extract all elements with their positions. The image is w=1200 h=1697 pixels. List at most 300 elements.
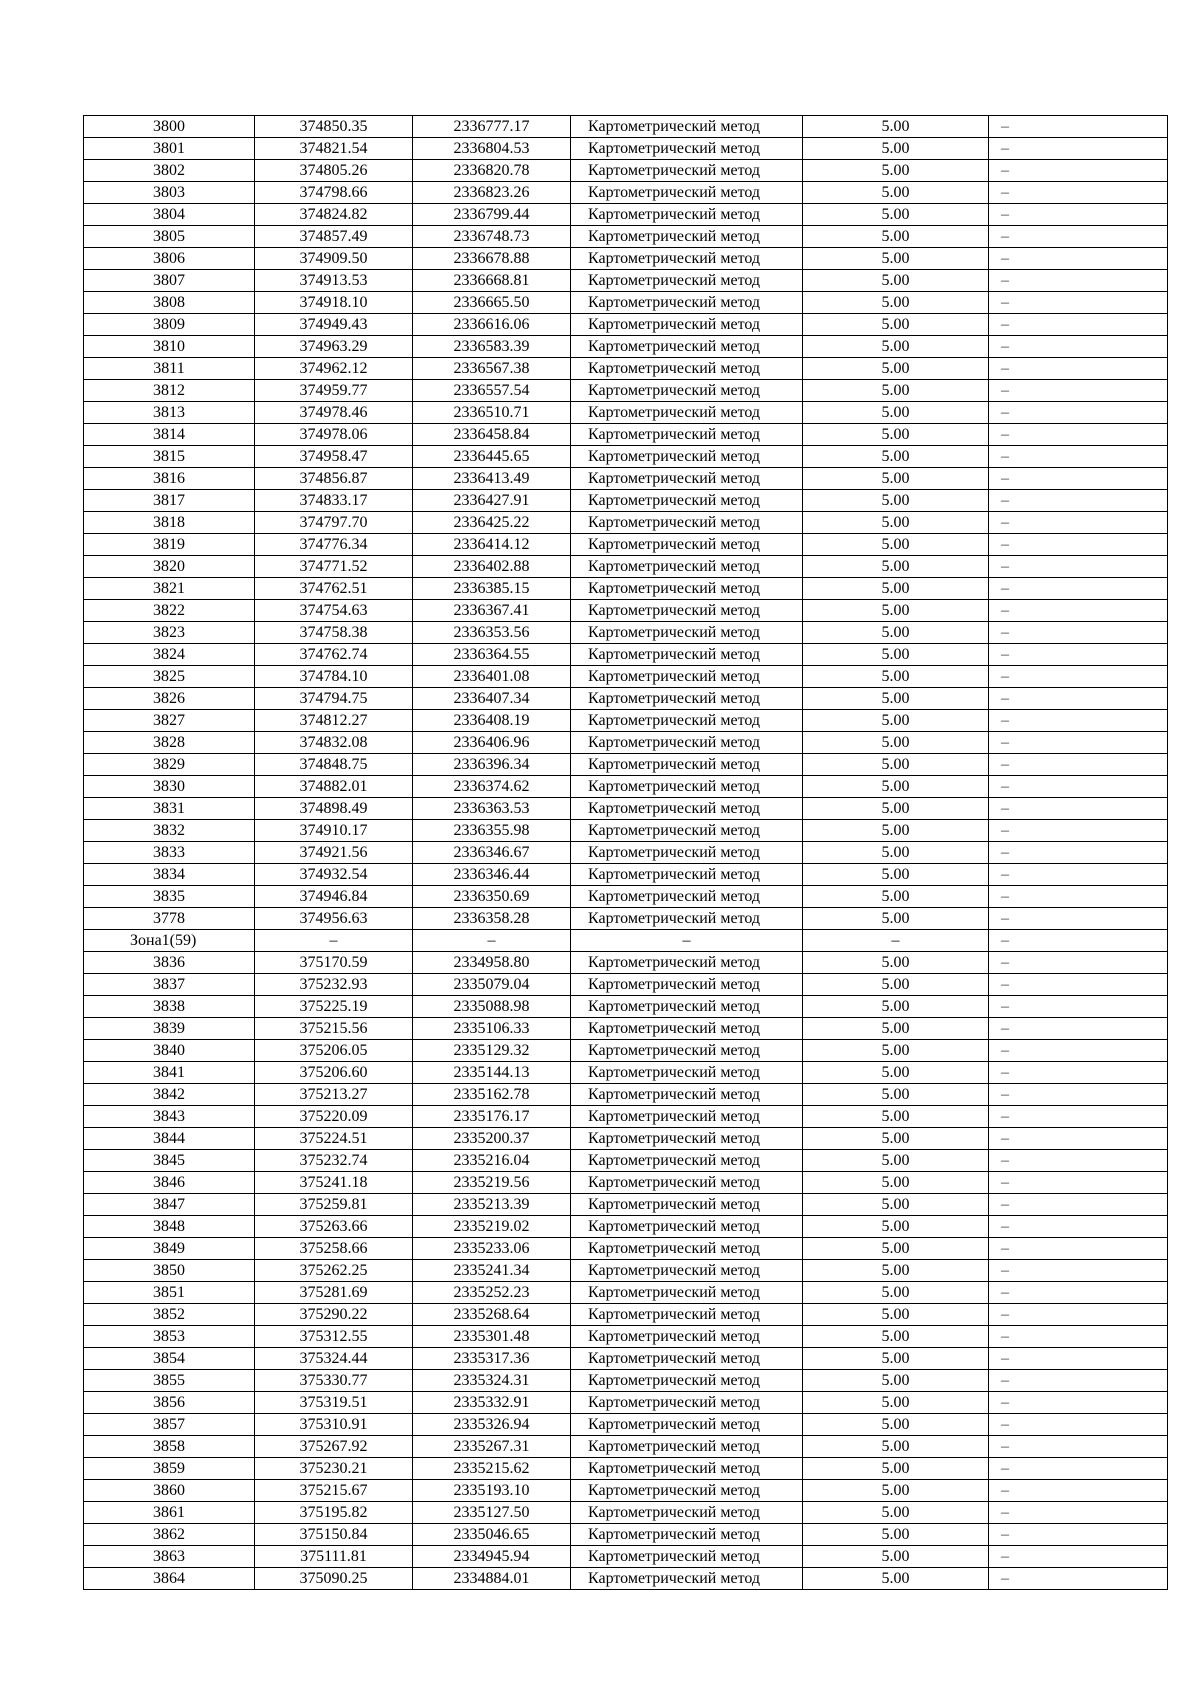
y-coordinate-cell: 2335216.04	[413, 1150, 571, 1172]
table-row	[84, 314, 1168, 336]
table-row	[84, 952, 1168, 974]
method-cell: Картометрический метод	[571, 512, 803, 534]
point-number-cell: 3824	[84, 644, 255, 666]
x-coordinate-cell: 375330.77	[255, 1370, 413, 1392]
accuracy-cell: 5.00	[803, 622, 989, 644]
point-number-cell: 3828	[84, 732, 255, 754]
point-number-cell: 3820	[84, 556, 255, 578]
method-cell: Картометрический метод	[571, 1282, 803, 1304]
note-cell: –	[989, 578, 1168, 600]
table-row	[84, 248, 1168, 270]
table-row	[84, 1546, 1168, 1568]
method-cell: Картометрический метод	[571, 226, 803, 248]
x-coordinate-cell: 374758.38	[255, 622, 413, 644]
table-row	[84, 1260, 1168, 1282]
note-cell: –	[989, 1040, 1168, 1062]
point-number-cell: 3825	[84, 666, 255, 688]
note-cell: –	[989, 1436, 1168, 1458]
note-cell: –	[989, 116, 1168, 138]
note-cell: –	[989, 1414, 1168, 1436]
y-coordinate-cell: 2336401.08	[413, 666, 571, 688]
method-cell: Картометрический метод	[571, 798, 803, 820]
x-coordinate-cell: 374956.63	[255, 908, 413, 930]
x-coordinate-cell: 374850.35	[255, 116, 413, 138]
note-cell: –	[989, 644, 1168, 666]
note-cell: –	[989, 908, 1168, 930]
x-coordinate-cell: 374771.52	[255, 556, 413, 578]
accuracy-cell: 5.00	[803, 116, 989, 138]
table-row	[84, 490, 1168, 512]
y-coordinate-cell: 2335144.13	[413, 1062, 571, 1084]
y-coordinate-cell: 2335162.78	[413, 1084, 571, 1106]
method-cell: Картометрический метод	[571, 292, 803, 314]
method-cell: Картометрический метод	[571, 358, 803, 380]
x-coordinate-cell: 375262.25	[255, 1260, 413, 1282]
note-cell: –	[989, 1194, 1168, 1216]
note-cell: –	[989, 1018, 1168, 1040]
y-coordinate-cell: 2336363.53	[413, 798, 571, 820]
point-number-cell: 3814	[84, 424, 255, 446]
x-coordinate-cell: 374776.34	[255, 534, 413, 556]
x-coordinate-cell: 375111.81	[255, 1546, 413, 1568]
x-coordinate-cell: 375224.51	[255, 1128, 413, 1150]
point-number-cell: 3810	[84, 336, 255, 358]
y-coordinate-cell: 2335268.64	[413, 1304, 571, 1326]
coordinates-table	[83, 115, 1168, 1590]
accuracy-cell: 5.00	[803, 1150, 989, 1172]
x-coordinate-cell: 375206.05	[255, 1040, 413, 1062]
point-number-cell: 3832	[84, 820, 255, 842]
accuracy-cell: 5.00	[803, 1304, 989, 1326]
accuracy-cell: 5.00	[803, 314, 989, 336]
accuracy-cell: 5.00	[803, 1480, 989, 1502]
table-row	[84, 512, 1168, 534]
table-row	[84, 424, 1168, 446]
table-row	[84, 688, 1168, 710]
x-coordinate-cell: 374962.12	[255, 358, 413, 380]
note-cell: –	[989, 688, 1168, 710]
point-number-cell: 3853	[84, 1326, 255, 1348]
point-number-cell: 3864	[84, 1568, 255, 1590]
x-coordinate-cell: 374754.63	[255, 600, 413, 622]
y-coordinate-cell: 2335233.06	[413, 1238, 571, 1260]
accuracy-cell: 5.00	[803, 1282, 989, 1304]
table-row	[84, 622, 1168, 644]
note-cell: –	[989, 1502, 1168, 1524]
accuracy-cell: 5.00	[803, 1370, 989, 1392]
x-coordinate-cell: 375324.44	[255, 1348, 413, 1370]
point-number-cell: 3806	[84, 248, 255, 270]
method-cell: Картометрический метод	[571, 1568, 803, 1590]
x-coordinate-cell: 374798.66	[255, 182, 413, 204]
method-cell: Картометрический метод	[571, 270, 803, 292]
point-number-cell: 3845	[84, 1150, 255, 1172]
accuracy-cell: 5.00	[803, 1392, 989, 1414]
point-number-cell: 3815	[84, 446, 255, 468]
accuracy-cell: 5.00	[803, 534, 989, 556]
y-coordinate-cell: 2336402.88	[413, 556, 571, 578]
y-coordinate-cell: 2335088.98	[413, 996, 571, 1018]
y-coordinate-cell: 2336414.12	[413, 534, 571, 556]
method-cell: Картометрический метод	[571, 974, 803, 996]
y-coordinate-cell: 2335324.31	[413, 1370, 571, 1392]
table-row	[84, 468, 1168, 490]
y-coordinate-cell: 2335176.17	[413, 1106, 571, 1128]
accuracy-cell: 5.00	[803, 1084, 989, 1106]
table-row	[84, 1370, 1168, 1392]
table-row	[84, 160, 1168, 182]
note-cell: –	[989, 270, 1168, 292]
y-coordinate-cell: 2335215.62	[413, 1458, 571, 1480]
point-number-cell: 3840	[84, 1040, 255, 1062]
table-row	[84, 1326, 1168, 1348]
method-cell: Картометрический метод	[571, 1524, 803, 1546]
point-number-cell: 3844	[84, 1128, 255, 1150]
method-cell: Картометрический метод	[571, 666, 803, 688]
y-coordinate-cell: 2336823.26	[413, 182, 571, 204]
method-cell: Картометрический метод	[571, 952, 803, 974]
x-coordinate-cell: 375281.69	[255, 1282, 413, 1304]
table-row	[84, 116, 1168, 138]
table-row	[84, 886, 1168, 908]
x-coordinate-cell: 374812.27	[255, 710, 413, 732]
note-cell: –	[989, 1304, 1168, 1326]
point-number-cell: 3858	[84, 1436, 255, 1458]
y-coordinate-cell: 2336427.91	[413, 490, 571, 512]
accuracy-cell: 5.00	[803, 226, 989, 248]
note-cell: –	[989, 996, 1168, 1018]
note-cell: –	[989, 534, 1168, 556]
method-cell: Картометрический метод	[571, 1018, 803, 1040]
y-coordinate-cell: 2336350.69	[413, 886, 571, 908]
y-coordinate-cell: 2336407.34	[413, 688, 571, 710]
note-cell: –	[989, 710, 1168, 732]
y-coordinate-cell: 2336353.56	[413, 622, 571, 644]
method-cell: Картометрический метод	[571, 1326, 803, 1348]
table-row	[84, 1436, 1168, 1458]
table-row	[84, 1194, 1168, 1216]
point-number-cell: 3855	[84, 1370, 255, 1392]
point-number-cell: 3861	[84, 1502, 255, 1524]
x-coordinate-cell: 375263.66	[255, 1216, 413, 1238]
accuracy-cell: 5.00	[803, 710, 989, 732]
table-row	[84, 1172, 1168, 1194]
note-cell: –	[989, 1172, 1168, 1194]
point-number-cell: 3860	[84, 1480, 255, 1502]
table-row	[84, 776, 1168, 798]
point-number-cell: 3826	[84, 688, 255, 710]
note-cell: –	[989, 864, 1168, 886]
x-coordinate-cell: 374958.47	[255, 446, 413, 468]
note-cell: –	[989, 930, 1168, 952]
x-coordinate-cell: 375230.21	[255, 1458, 413, 1480]
method-cell: Картометрический метод	[571, 1414, 803, 1436]
point-number-cell: 3818	[84, 512, 255, 534]
accuracy-cell: 5.00	[803, 600, 989, 622]
accuracy-cell: 5.00	[803, 138, 989, 160]
table-row	[84, 754, 1168, 776]
table-row	[84, 446, 1168, 468]
point-number-cell: 3817	[84, 490, 255, 512]
accuracy-cell: 5.00	[803, 776, 989, 798]
accuracy-cell: 5.00	[803, 446, 989, 468]
point-number-cell: 3842	[84, 1084, 255, 1106]
table-row	[84, 556, 1168, 578]
y-coordinate-cell: 2335301.48	[413, 1326, 571, 1348]
note-cell: –	[989, 1524, 1168, 1546]
table-row	[84, 1502, 1168, 1524]
x-coordinate-cell: 374959.77	[255, 380, 413, 402]
accuracy-cell: 5.00	[803, 1260, 989, 1282]
y-coordinate-cell: 2335219.56	[413, 1172, 571, 1194]
table-body	[84, 116, 1168, 1590]
note-cell: –	[989, 1282, 1168, 1304]
accuracy-cell: 5.00	[803, 820, 989, 842]
accuracy-cell: 5.00	[803, 1018, 989, 1040]
note-cell: –	[989, 754, 1168, 776]
x-coordinate-cell: 374794.75	[255, 688, 413, 710]
y-coordinate-cell: 2336408.19	[413, 710, 571, 732]
table-row	[84, 182, 1168, 204]
table-row	[84, 732, 1168, 754]
method-cell: Картометрический метод	[571, 402, 803, 424]
note-cell: –	[989, 1150, 1168, 1172]
method-cell: Картометрический метод	[571, 1370, 803, 1392]
note-cell: –	[989, 556, 1168, 578]
table-row	[84, 1106, 1168, 1128]
x-coordinate-cell: 374832.08	[255, 732, 413, 754]
note-cell: –	[989, 314, 1168, 336]
x-coordinate-cell: 374824.82	[255, 204, 413, 226]
accuracy-cell: 5.00	[803, 864, 989, 886]
method-cell: Картометрический метод	[571, 446, 803, 468]
note-cell: –	[989, 1062, 1168, 1084]
point-number-cell: 3827	[84, 710, 255, 732]
accuracy-cell: 5.00	[803, 1502, 989, 1524]
note-cell: –	[989, 358, 1168, 380]
method-cell: Картометрический метод	[571, 1480, 803, 1502]
y-coordinate-cell: 2336358.28	[413, 908, 571, 930]
x-coordinate-cell: 374898.49	[255, 798, 413, 820]
table-row	[84, 1084, 1168, 1106]
x-coordinate-cell: 375290.22	[255, 1304, 413, 1326]
accuracy-cell: 5.00	[803, 1326, 989, 1348]
method-cell: Картометрический метод	[571, 1260, 803, 1282]
note-cell: –	[989, 138, 1168, 160]
table-row	[84, 600, 1168, 622]
table-row	[84, 380, 1168, 402]
y-coordinate-cell: 2335332.91	[413, 1392, 571, 1414]
x-coordinate-cell: 375241.18	[255, 1172, 413, 1194]
point-number-cell: 3808	[84, 292, 255, 314]
point-number-cell: 3816	[84, 468, 255, 490]
y-coordinate-cell: 2335193.10	[413, 1480, 571, 1502]
method-cell: Картометрический метод	[571, 248, 803, 270]
table-row	[84, 1128, 1168, 1150]
accuracy-cell: –	[803, 930, 989, 952]
table-row	[84, 1150, 1168, 1172]
table-row	[84, 974, 1168, 996]
method-cell: Картометрический метод	[571, 1502, 803, 1524]
point-number-cell: 3857	[84, 1414, 255, 1436]
note-cell: –	[989, 1392, 1168, 1414]
note-cell: –	[989, 402, 1168, 424]
table-row	[84, 842, 1168, 864]
y-coordinate-cell: 2335106.33	[413, 1018, 571, 1040]
y-coordinate-cell: 2335267.31	[413, 1436, 571, 1458]
method-cell: Картометрический метод	[571, 1062, 803, 1084]
accuracy-cell: 5.00	[803, 886, 989, 908]
x-coordinate-cell: 374913.53	[255, 270, 413, 292]
table-row	[84, 358, 1168, 380]
method-cell: Картометрический метод	[571, 380, 803, 402]
point-number-cell: 3834	[84, 864, 255, 886]
x-coordinate-cell: 375258.66	[255, 1238, 413, 1260]
note-cell: –	[989, 600, 1168, 622]
x-coordinate-cell: 374949.43	[255, 314, 413, 336]
point-number-cell: 3813	[84, 402, 255, 424]
method-cell: Картометрический метод	[571, 1304, 803, 1326]
note-cell: –	[989, 160, 1168, 182]
note-cell: –	[989, 974, 1168, 996]
note-cell: –	[989, 380, 1168, 402]
point-number-cell: 3801	[84, 138, 255, 160]
accuracy-cell: 5.00	[803, 798, 989, 820]
accuracy-cell: 5.00	[803, 1040, 989, 1062]
method-cell: Картометрический метод	[571, 314, 803, 336]
point-number-cell: 3811	[84, 358, 255, 380]
point-number-cell: 3848	[84, 1216, 255, 1238]
y-coordinate-cell: 2335317.36	[413, 1348, 571, 1370]
point-number-cell: 3839	[84, 1018, 255, 1040]
point-number-cell: 3859	[84, 1458, 255, 1480]
x-coordinate-cell: 375232.74	[255, 1150, 413, 1172]
note-cell: –	[989, 446, 1168, 468]
accuracy-cell: 5.00	[803, 1458, 989, 1480]
accuracy-cell: 5.00	[803, 1172, 989, 1194]
x-coordinate-cell: 374978.46	[255, 402, 413, 424]
note-cell: –	[989, 1546, 1168, 1568]
table-row	[84, 1524, 1168, 1546]
method-cell: Картометрический метод	[571, 534, 803, 556]
point-number-cell: 3804	[84, 204, 255, 226]
note-cell: –	[989, 424, 1168, 446]
method-cell: Картометрический метод	[571, 908, 803, 930]
y-coordinate-cell: 2336346.44	[413, 864, 571, 886]
x-coordinate-cell: 374762.51	[255, 578, 413, 600]
accuracy-cell: 5.00	[803, 1238, 989, 1260]
point-number-cell: 3807	[84, 270, 255, 292]
x-coordinate-cell: 375213.27	[255, 1084, 413, 1106]
point-number-cell: 3849	[84, 1238, 255, 1260]
y-coordinate-cell: 2335127.50	[413, 1502, 571, 1524]
method-cell: Картометрический метод	[571, 1040, 803, 1062]
y-coordinate-cell: 2336799.44	[413, 204, 571, 226]
method-cell: Картометрический метод	[571, 1238, 803, 1260]
x-coordinate-cell: 375215.67	[255, 1480, 413, 1502]
accuracy-cell: 5.00	[803, 182, 989, 204]
table-row	[84, 1062, 1168, 1084]
method-cell: Картометрический метод	[571, 138, 803, 160]
x-coordinate-cell: 375220.09	[255, 1106, 413, 1128]
note-cell: –	[989, 732, 1168, 754]
method-cell: Картометрический метод	[571, 710, 803, 732]
note-cell: –	[989, 666, 1168, 688]
point-number-cell: 3830	[84, 776, 255, 798]
accuracy-cell: 5.00	[803, 688, 989, 710]
method-cell: Картометрический метод	[571, 1392, 803, 1414]
point-number-cell: 3833	[84, 842, 255, 864]
y-coordinate-cell: 2336346.67	[413, 842, 571, 864]
y-coordinate-cell: 2336425.22	[413, 512, 571, 534]
y-coordinate-cell: 2336567.38	[413, 358, 571, 380]
table-row	[84, 226, 1168, 248]
y-coordinate-cell: 2336583.39	[413, 336, 571, 358]
point-number-cell: 3862	[84, 1524, 255, 1546]
table-row	[84, 710, 1168, 732]
accuracy-cell: 5.00	[803, 1524, 989, 1546]
method-cell: Картометрический метод	[571, 160, 803, 182]
x-coordinate-cell: 374910.17	[255, 820, 413, 842]
y-coordinate-cell: 2336804.53	[413, 138, 571, 160]
accuracy-cell: 5.00	[803, 1568, 989, 1590]
point-number-cell: 3821	[84, 578, 255, 600]
method-cell: Картометрический метод	[571, 644, 803, 666]
method-cell: Картометрический метод	[571, 336, 803, 358]
y-coordinate-cell: 2336777.17	[413, 116, 571, 138]
accuracy-cell: 5.00	[803, 1414, 989, 1436]
method-cell: Картометрический метод	[571, 468, 803, 490]
note-cell: –	[989, 204, 1168, 226]
table-row	[84, 644, 1168, 666]
note-cell: –	[989, 468, 1168, 490]
method-cell: –	[571, 930, 803, 952]
table-row	[84, 336, 1168, 358]
x-coordinate-cell: 374762.74	[255, 644, 413, 666]
y-coordinate-cell: 2336396.34	[413, 754, 571, 776]
accuracy-cell: 5.00	[803, 644, 989, 666]
y-coordinate-cell: 2336820.78	[413, 160, 571, 182]
accuracy-cell: 5.00	[803, 424, 989, 446]
x-coordinate-cell: 375195.82	[255, 1502, 413, 1524]
y-coordinate-cell: 2334958.80	[413, 952, 571, 974]
method-cell: Картометрический метод	[571, 842, 803, 864]
y-coordinate-cell: 2334884.01	[413, 1568, 571, 1590]
method-cell: Картометрический метод	[571, 1436, 803, 1458]
accuracy-cell: 5.00	[803, 1436, 989, 1458]
accuracy-cell: 5.00	[803, 1062, 989, 1084]
accuracy-cell: 5.00	[803, 380, 989, 402]
point-number-cell: 3847	[84, 1194, 255, 1216]
note-cell: –	[989, 1326, 1168, 1348]
point-number-cell: 3822	[84, 600, 255, 622]
accuracy-cell: 5.00	[803, 1348, 989, 1370]
x-coordinate-cell: 374784.10	[255, 666, 413, 688]
y-coordinate-cell: 2336678.88	[413, 248, 571, 270]
note-cell: –	[989, 952, 1168, 974]
method-cell: Картометрический метод	[571, 1106, 803, 1128]
note-cell: –	[989, 820, 1168, 842]
point-number-cell: 3803	[84, 182, 255, 204]
accuracy-cell: 5.00	[803, 908, 989, 930]
x-coordinate-cell: 375150.84	[255, 1524, 413, 1546]
note-cell: –	[989, 1216, 1168, 1238]
method-cell: Картометрический метод	[571, 600, 803, 622]
point-number-cell: 3836	[84, 952, 255, 974]
accuracy-cell: 5.00	[803, 358, 989, 380]
point-number-cell: 3852	[84, 1304, 255, 1326]
x-coordinate-cell: 375090.25	[255, 1568, 413, 1590]
